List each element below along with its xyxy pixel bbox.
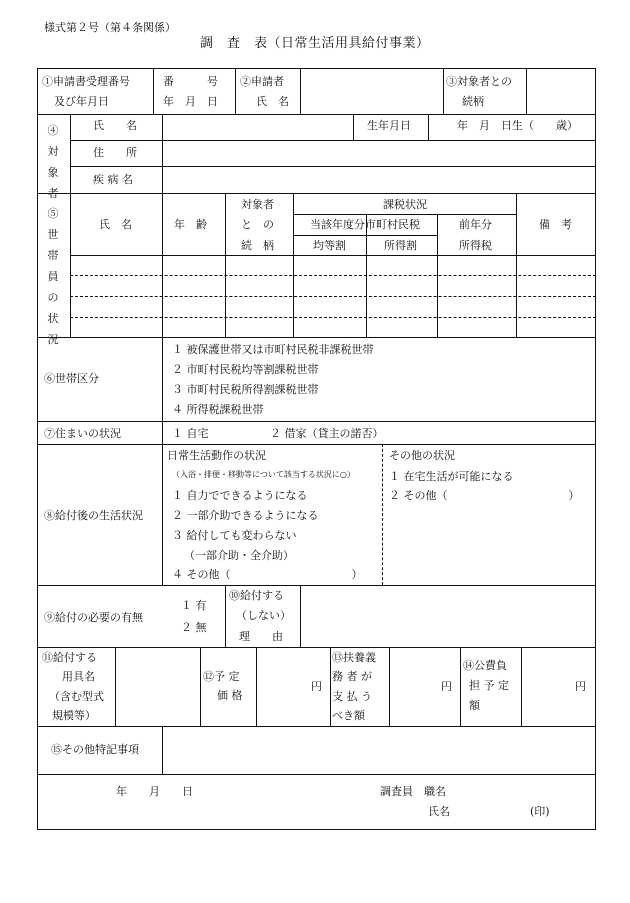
public-share-yen: 円 (575, 680, 586, 693)
necessity-option-yes[interactable]: １ 有 (181, 599, 207, 612)
public-share-label-3: 額 (469, 699, 480, 712)
address-label: 住 所 (93, 146, 137, 159)
reason-label-3: 理 由 (239, 630, 283, 643)
tax-status-header: 課税状況 (383, 198, 427, 211)
municipal-tax-header: 当該年度分市町村民税 (310, 218, 420, 231)
income-tax-header: 所得税 (459, 239, 492, 252)
item-name-label-4: 規模等） (52, 709, 96, 722)
income-levy-header: 所得割 (384, 239, 417, 252)
prev-year-header: 前年分 (459, 218, 492, 231)
other-status-title: その他の状況 (389, 449, 455, 462)
applicant-label: ②申請者 (240, 75, 284, 88)
subject-section-label: ④対象者 (47, 124, 59, 200)
household-category-label: ⑥世帯区分 (44, 372, 99, 385)
necessity-option-no[interactable]: ２ 無 (181, 621, 207, 634)
surveyor-position[interactable]: 調査員 職名 (380, 785, 446, 798)
other-status-option-2[interactable]: ２ その他（ ） (389, 489, 580, 502)
daily-activity-title: 日常生活動作の状況 (167, 449, 266, 462)
daily-activity-note: （入浴・排便・移動等について該当する状況に○） (172, 470, 355, 479)
support-label-2: 務 者 が (332, 670, 372, 683)
activity-option-2[interactable]: ２ 一部介助できるようになる (172, 509, 319, 522)
support-label-4: べき額 (332, 709, 365, 722)
public-share-label: ⑭公費負 (463, 659, 507, 672)
item-name-label-3: （含む型式 (49, 690, 104, 703)
price-label-2: 価 格 (217, 689, 243, 702)
household-member-rows[interactable] (72, 257, 594, 335)
special-notes-label: ⑮その他特記事項 (51, 743, 139, 756)
form-number: 様式第２号（第４条関係） (44, 21, 176, 34)
member-relation-header-3: 続 柄 (241, 239, 274, 252)
support-label: ⑬扶養義 (332, 651, 376, 664)
member-relation-header: 対象者 (241, 198, 274, 211)
reason-label: ⑩給付する (229, 589, 284, 602)
subject-name-field[interactable] (164, 117, 350, 137)
page-title: 調 査 表（日常生活用具給付事業） (200, 36, 430, 51)
birth-date-label: 生年月日 (367, 119, 411, 132)
price-field[interactable] (258, 650, 308, 724)
applicant-name-label: 氏 名 (256, 95, 289, 108)
seal-mark: (印) (530, 805, 550, 818)
housing-option-own[interactable]: １ 自宅 (172, 427, 209, 440)
equal-levy-header: 均等割 (313, 239, 346, 252)
activity-option-4[interactable]: ４ その他（ ） (172, 568, 363, 581)
category-option-4[interactable]: ４ 所得税課税世帯 (172, 403, 264, 416)
activity-option-1[interactable]: １ 自力でできるようになる (172, 489, 308, 502)
category-option-1[interactable]: １ 被保護世帯又は市町村民税非課税世帯 (172, 343, 374, 356)
relation-field[interactable] (528, 72, 594, 112)
member-name-header: 氏 名 (99, 218, 132, 231)
member-relation-header-2: と の (241, 218, 274, 231)
receipt-label: ①申請書受理番号 (42, 75, 130, 88)
relation-label-2: 続柄 (462, 95, 484, 108)
price-label: ⑫予 定 (203, 670, 240, 683)
activity-option-3-detail[interactable]: （一部介助・全介助） (184, 549, 294, 562)
applicant-name-field[interactable] (302, 72, 442, 112)
item-name-label-2: 用具名 (62, 670, 95, 683)
address-field[interactable] (164, 143, 592, 163)
receipt-date-label: 及び年月日 (54, 95, 109, 108)
disease-field[interactable] (164, 169, 592, 189)
activity-option-3[interactable]: ３ 給付しても変わらない (172, 529, 297, 542)
receipt-date-field[interactable]: 年 月 日 (163, 95, 218, 108)
survey-date[interactable]: 年 月 日 (116, 785, 193, 798)
housing-label: ⑦住まいの状況 (44, 427, 121, 440)
surveyor-name[interactable]: 氏名 (428, 805, 450, 818)
disease-label: 疾 病 名 (93, 173, 133, 186)
item-name-field[interactable] (117, 650, 198, 724)
support-yen: 円 (441, 680, 452, 693)
other-status-option-1[interactable]: １ 在宅生活が可能になる (389, 470, 514, 483)
reason-field[interactable] (302, 588, 593, 645)
public-share-field[interactable] (523, 650, 573, 724)
special-notes-field[interactable] (164, 729, 593, 772)
price-yen: 円 (311, 680, 322, 693)
remarks-header: 備 考 (539, 218, 572, 231)
receipt-number-field[interactable]: 番 号 (163, 75, 218, 88)
category-option-3[interactable]: ３ 市町村民税所得割課税世帯 (172, 383, 319, 396)
member-age-header: 年 齢 (174, 218, 207, 231)
birth-date-field[interactable]: 年 月 日生（ 歳） (457, 119, 578, 132)
post-provision-living-label: ⑧給付後の生活状況 (44, 509, 143, 522)
relation-label: ③対象者との (446, 75, 512, 88)
category-option-2[interactable]: ２ 市町村民税均等割課税世帯 (172, 363, 319, 376)
subject-name-label: 氏 名 (93, 119, 137, 132)
reason-label-2: （しない） (236, 609, 291, 622)
housing-option-rent[interactable]: ２ 借家（貸主の諾否） (270, 427, 384, 440)
item-name-label: ⑪給付する (42, 651, 97, 664)
household-section-label: ⑤世帯員の状況 (47, 207, 59, 346)
public-share-label-2: 担 予 定 (469, 679, 509, 692)
support-amount-field[interactable] (391, 650, 438, 724)
support-label-3: 支 払 う (332, 690, 372, 703)
necessity-label: ⑨給付の必要の有無 (44, 611, 143, 624)
